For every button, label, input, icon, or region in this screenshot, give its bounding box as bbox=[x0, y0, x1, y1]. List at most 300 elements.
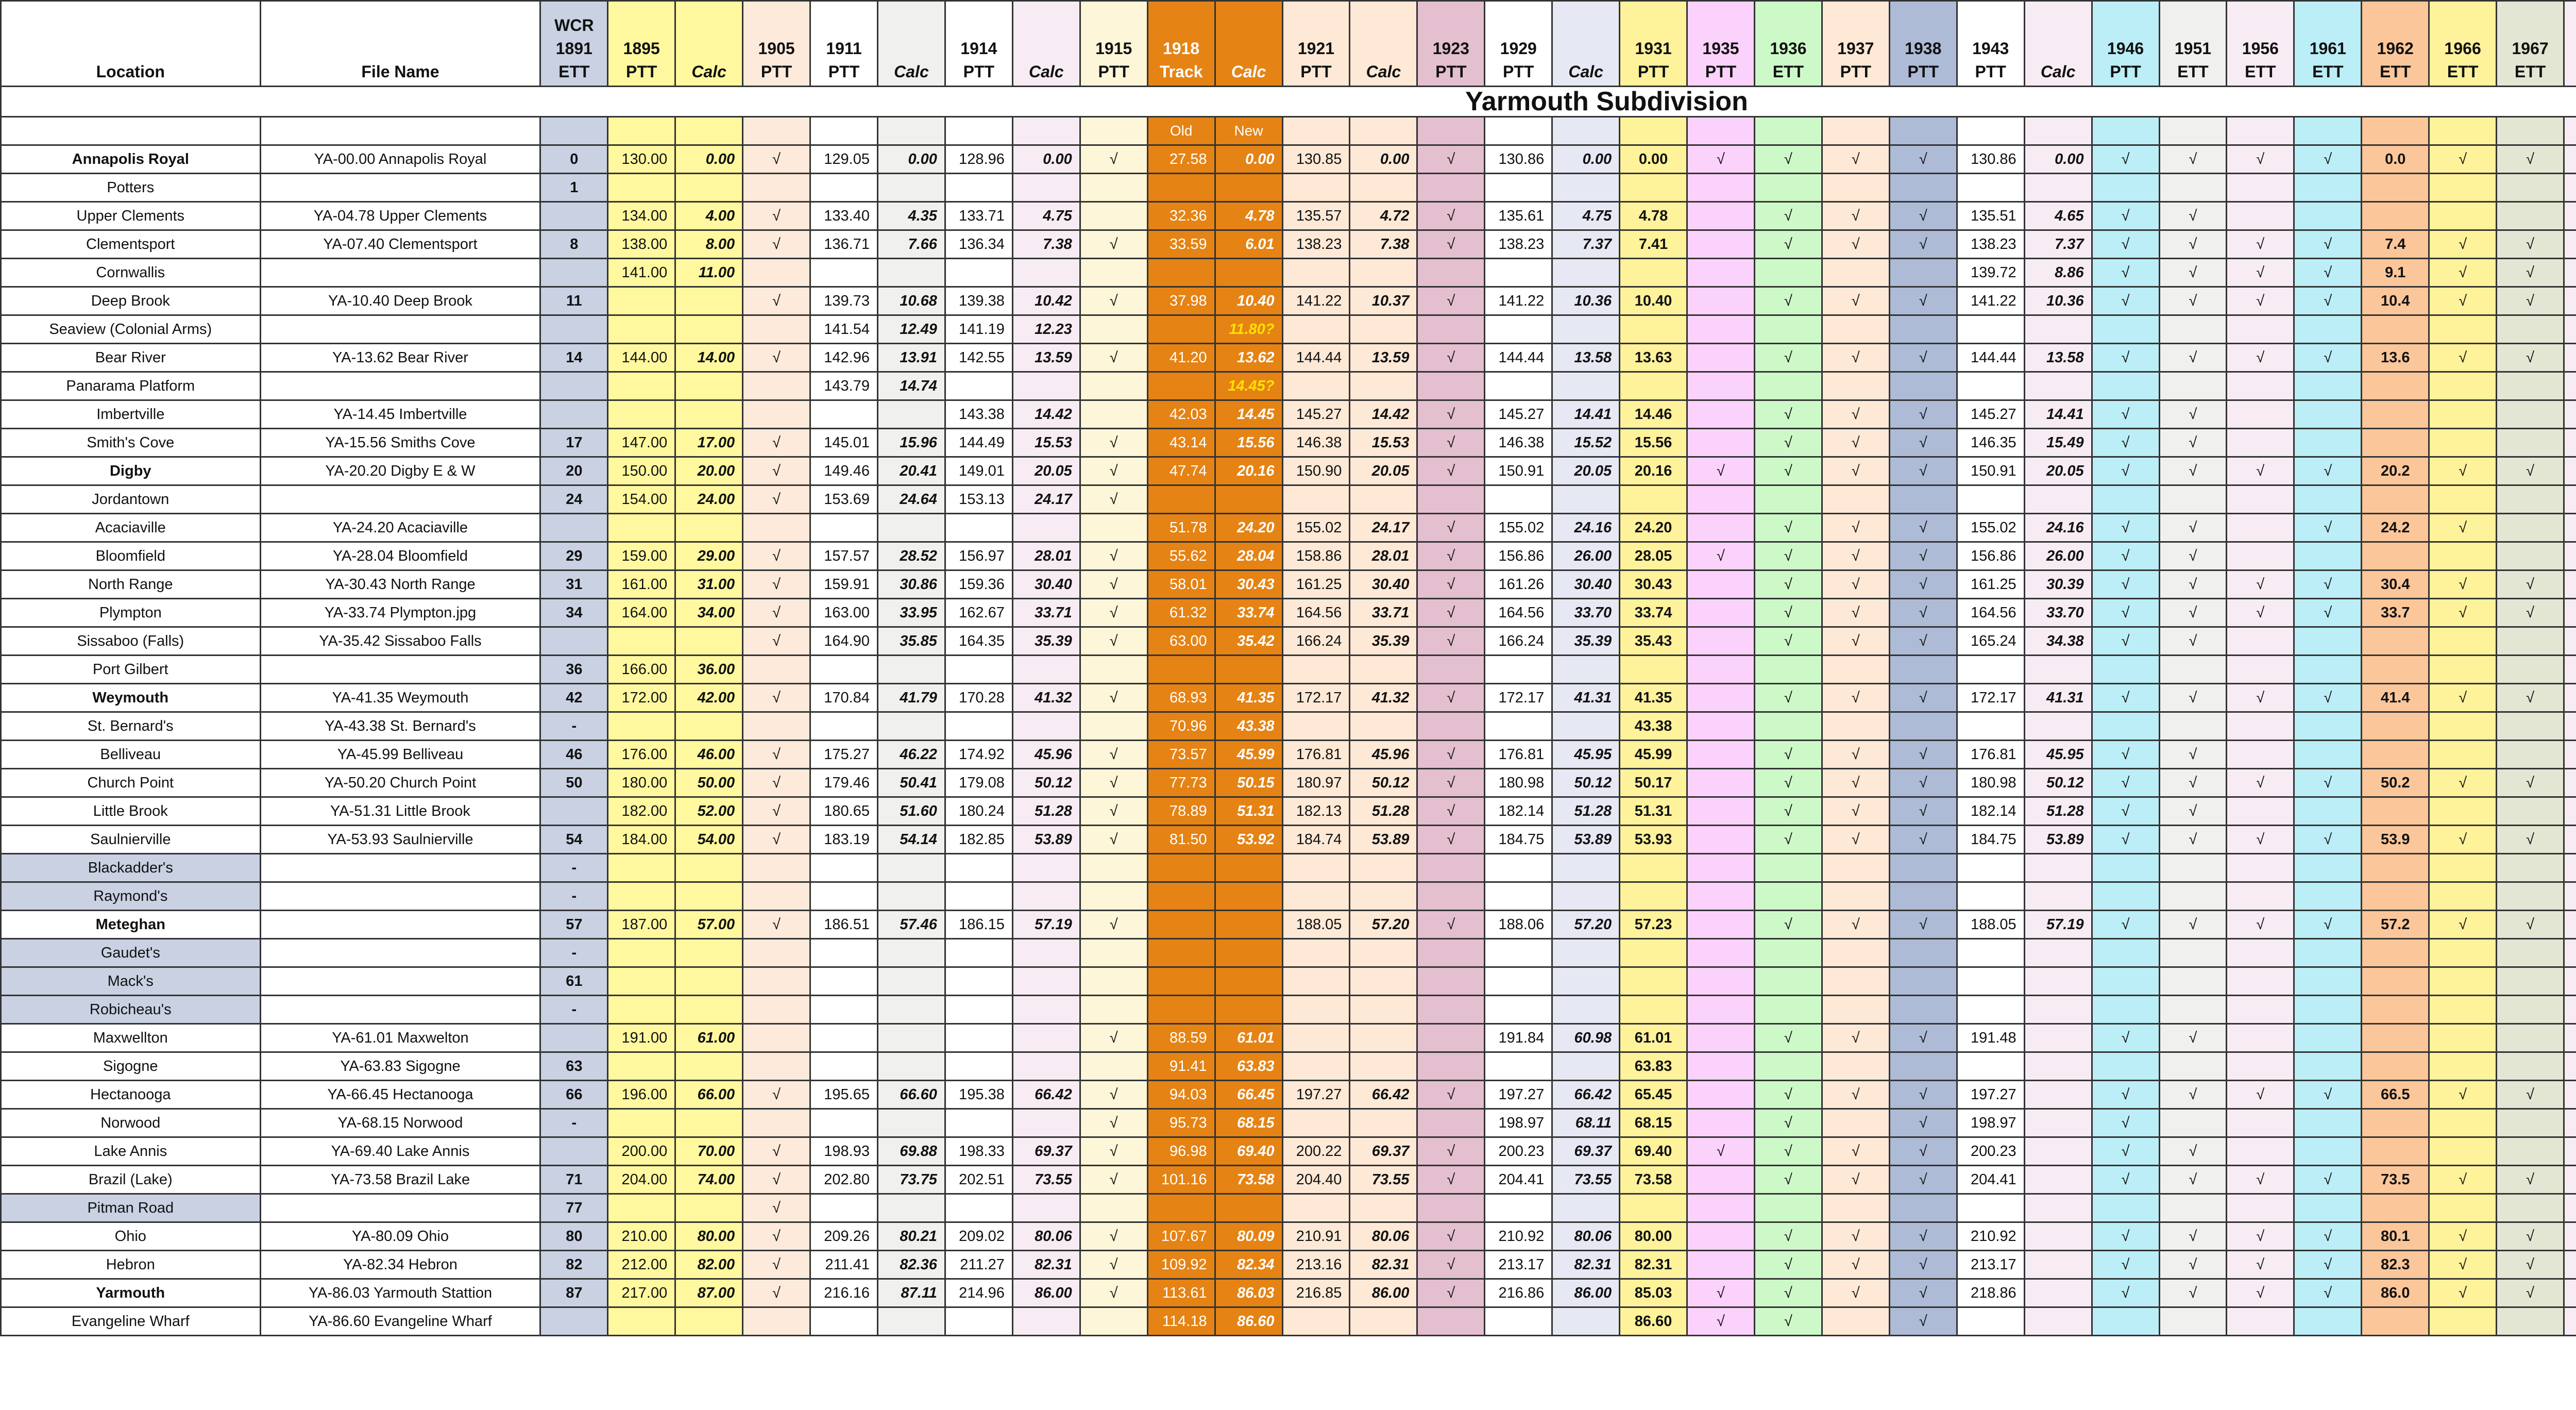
cell-c1914: 20.05 bbox=[1012, 457, 1080, 485]
cell-e1967: √ bbox=[2497, 684, 2564, 712]
cell-p1937: √ bbox=[1822, 287, 1889, 315]
cell-p1929: 216.86 bbox=[1485, 1279, 1552, 1307]
cell-p1929: 197.27 bbox=[1485, 1081, 1552, 1109]
cell-c1914 bbox=[1012, 372, 1080, 400]
table-row bbox=[1, 1109, 2576, 1137]
cell-e1962 bbox=[2362, 656, 2429, 684]
cell-c1929 bbox=[1552, 967, 1620, 996]
cell-c1921: 10.37 bbox=[1350, 287, 1417, 315]
cell-c1929 bbox=[1552, 174, 1620, 202]
cell-e1961 bbox=[2294, 627, 2362, 656]
cell-wcr bbox=[540, 1024, 608, 1052]
table-row bbox=[1, 712, 2576, 741]
file-name-cell: YA-24.20 Acaciaville bbox=[260, 514, 540, 542]
cell-p1911: 183.19 bbox=[810, 826, 878, 854]
cell-p1895: 159.00 bbox=[608, 542, 675, 570]
cell-p1929 bbox=[1485, 882, 1552, 911]
cell-p1938: √ bbox=[1889, 1279, 1957, 1307]
table-row bbox=[1, 1081, 2576, 1109]
cell-p1911 bbox=[810, 174, 878, 202]
cell-t1918: 55.62 bbox=[1147, 542, 1215, 570]
location-cell: Sigogne bbox=[1, 1052, 261, 1081]
cell-c1929: 26.00 bbox=[1552, 542, 1620, 570]
cell-c1943 bbox=[2024, 1307, 2092, 1336]
cell-wcr: 50 bbox=[540, 769, 608, 797]
cell-e1936 bbox=[1754, 854, 1822, 882]
cell-c1895 bbox=[675, 882, 743, 911]
cell-p1895 bbox=[608, 627, 675, 656]
cell-e1951 bbox=[2159, 1109, 2227, 1137]
cell-c1929 bbox=[1552, 656, 1620, 684]
cell-c1921: 24.17 bbox=[1350, 514, 1417, 542]
cell-p1905: √ bbox=[743, 599, 810, 627]
cell-e1967 bbox=[2497, 627, 2564, 656]
location-cell: Belliveau bbox=[1, 741, 261, 769]
cell-e1962: 86.0 bbox=[2362, 1279, 2429, 1307]
cell-p1937 bbox=[1822, 967, 1889, 996]
cell-c1918: 14.45? bbox=[1215, 372, 1282, 400]
cell-p1921: 180.97 bbox=[1282, 769, 1350, 797]
cell-e1936: √ bbox=[1754, 1251, 1822, 1279]
cell-p1895 bbox=[608, 1109, 675, 1137]
cell-p1929: 155.02 bbox=[1485, 514, 1552, 542]
file-name-cell: YA-00.00 Annapolis Royal bbox=[260, 145, 540, 174]
cell-wcr: - bbox=[540, 1109, 608, 1137]
cell-e1936: √ bbox=[1754, 202, 1822, 230]
cell-p1895: 172.00 bbox=[608, 684, 675, 712]
cell-c1921: 80.06 bbox=[1350, 1222, 1417, 1251]
cell-e1936 bbox=[1754, 996, 1822, 1024]
cell-e1951: √ bbox=[2159, 741, 2227, 769]
cell-e1961: √ bbox=[2294, 1279, 2362, 1307]
cell-e1956 bbox=[2227, 202, 2294, 230]
cell-p1931: 57.23 bbox=[1620, 911, 1687, 939]
cell-t1918 bbox=[1147, 485, 1215, 514]
subheader-cell bbox=[2564, 117, 2576, 145]
location-cell: Yarmouth bbox=[1, 1279, 261, 1307]
cell-e1968 bbox=[2564, 996, 2576, 1024]
cell-c1921: 35.39 bbox=[1350, 627, 1417, 656]
cell-c1921 bbox=[1350, 1052, 1417, 1081]
table-row bbox=[1, 372, 2576, 400]
cell-p1943: 130.86 bbox=[1957, 145, 2024, 174]
cell-e1966: √ bbox=[2429, 769, 2497, 797]
cell-wcr: 54 bbox=[540, 826, 608, 854]
cell-c1914 bbox=[1012, 882, 1080, 911]
cell-p1895 bbox=[608, 1194, 675, 1222]
cell-wcr bbox=[540, 514, 608, 542]
cell-c1895: 80.00 bbox=[675, 1222, 743, 1251]
cell-p1929: 138.23 bbox=[1485, 230, 1552, 259]
cell-p1915: √ bbox=[1080, 1251, 1147, 1279]
column-header-e1936: 1936 ETT bbox=[1754, 1, 1822, 87]
cell-p1915: √ bbox=[1080, 570, 1147, 599]
cell-e1967: √ bbox=[2497, 259, 2564, 287]
cell-p1938: √ bbox=[1889, 202, 1957, 230]
cell-p1905: √ bbox=[743, 826, 810, 854]
file-name-cell: YA-33.74 Plympton.jpg bbox=[260, 599, 540, 627]
cell-p1921 bbox=[1282, 315, 1350, 344]
cell-p1905 bbox=[743, 854, 810, 882]
cell-p1911: 180.65 bbox=[810, 797, 878, 826]
cell-p1895: 176.00 bbox=[608, 741, 675, 769]
cell-p1911: 141.54 bbox=[810, 315, 878, 344]
cell-c1929: 14.41 bbox=[1552, 400, 1620, 429]
cell-p1905 bbox=[743, 1109, 810, 1137]
cell-t1918: 114.18 bbox=[1147, 1307, 1215, 1336]
column-header-c1921: Calc bbox=[1350, 1, 1417, 87]
table-row bbox=[1, 145, 2576, 174]
cell-e1966 bbox=[2429, 372, 2497, 400]
column-header-p1895: 1895 PTT bbox=[608, 1, 675, 87]
cell-p1946: √ bbox=[2092, 570, 2159, 599]
cell-p1914 bbox=[945, 882, 1012, 911]
cell-p1937 bbox=[1822, 882, 1889, 911]
cell-p1914 bbox=[945, 1109, 1012, 1137]
cell-wcr: 46 bbox=[540, 741, 608, 769]
cell-e1967 bbox=[2497, 400, 2564, 429]
cell-e1966 bbox=[2429, 1307, 2497, 1336]
table-row bbox=[1, 287, 2576, 315]
cell-p1911: 157.57 bbox=[810, 542, 878, 570]
cell-c1929 bbox=[1552, 259, 1620, 287]
cell-p1915: √ bbox=[1080, 485, 1147, 514]
cell-e1968 bbox=[2564, 656, 2576, 684]
cell-e1956 bbox=[2227, 400, 2294, 429]
cell-p1921: 145.27 bbox=[1282, 400, 1350, 429]
cell-c1911: 20.41 bbox=[877, 457, 945, 485]
cell-c1943 bbox=[2024, 1194, 2092, 1222]
cell-c1921: 28.01 bbox=[1350, 542, 1417, 570]
cell-c1911: 15.96 bbox=[877, 429, 945, 457]
cell-p1931: 82.31 bbox=[1620, 1251, 1687, 1279]
cell-p1929: 141.22 bbox=[1485, 287, 1552, 315]
cell-p1938: √ bbox=[1889, 599, 1957, 627]
cell-p1915: √ bbox=[1080, 429, 1147, 457]
column-header-p1915: 1915 PTT bbox=[1080, 1, 1147, 87]
cell-c1943 bbox=[2024, 1024, 2092, 1052]
cell-e1951: √ bbox=[2159, 1251, 2227, 1279]
cell-p1915: √ bbox=[1080, 1137, 1147, 1166]
subheader-cell bbox=[1080, 117, 1147, 145]
cell-e1966: √ bbox=[2429, 287, 2497, 315]
cell-c1943 bbox=[2024, 1251, 2092, 1279]
cell-p1915: √ bbox=[1080, 826, 1147, 854]
cell-c1943: 30.39 bbox=[2024, 570, 2092, 599]
cell-p1937: √ bbox=[1822, 1166, 1889, 1194]
cell-c1914: 66.42 bbox=[1012, 1081, 1080, 1109]
cell-e1966: √ bbox=[2429, 1279, 2497, 1307]
cell-p1931: 14.46 bbox=[1620, 400, 1687, 429]
cell-e1967 bbox=[2497, 797, 2564, 826]
table-row bbox=[1, 514, 2576, 542]
cell-e1968 bbox=[2564, 797, 2576, 826]
cell-c1911: 30.86 bbox=[877, 570, 945, 599]
cell-p1911: 170.84 bbox=[810, 684, 878, 712]
cell-c1911: 35.85 bbox=[877, 627, 945, 656]
cell-p1929: 166.24 bbox=[1485, 627, 1552, 656]
location-cell: Ohio bbox=[1, 1222, 261, 1251]
cell-e1951: √ bbox=[2159, 570, 2227, 599]
cell-e1967: √ bbox=[2497, 1222, 2564, 1251]
cell-t1918 bbox=[1147, 939, 1215, 967]
cell-e1936: √ bbox=[1754, 230, 1822, 259]
cell-p1911: 142.96 bbox=[810, 344, 878, 372]
cell-t1918 bbox=[1147, 656, 1215, 684]
cell-c1918: 15.56 bbox=[1215, 429, 1282, 457]
cell-c1914 bbox=[1012, 996, 1080, 1024]
header-row bbox=[1, 1, 2576, 87]
cell-p1895: 150.00 bbox=[608, 457, 675, 485]
column-header-wcr: WCR 1891 ETT bbox=[540, 1, 608, 87]
cell-p1905 bbox=[743, 1307, 810, 1336]
cell-p1946: √ bbox=[2092, 911, 2159, 939]
cell-p1943 bbox=[1957, 372, 2024, 400]
cell-t1918: 32.36 bbox=[1147, 202, 1215, 230]
cell-c1943 bbox=[2024, 1109, 2092, 1137]
cell-c1914: 24.17 bbox=[1012, 485, 1080, 514]
cell-p1946: √ bbox=[2092, 826, 2159, 854]
cell-p1943 bbox=[1957, 854, 2024, 882]
cell-p1929: 172.17 bbox=[1485, 684, 1552, 712]
cell-p1914: 180.24 bbox=[945, 797, 1012, 826]
cell-e1967: √ bbox=[2497, 911, 2564, 939]
cell-e1967 bbox=[2497, 854, 2564, 882]
cell-c1911 bbox=[877, 1307, 945, 1336]
cell-c1921 bbox=[1350, 1307, 1417, 1336]
subheader-cell bbox=[1957, 117, 2024, 145]
cell-p1914 bbox=[945, 1052, 1012, 1081]
cell-t1918: 73.57 bbox=[1147, 741, 1215, 769]
cell-e1961: √ bbox=[2294, 457, 2362, 485]
cell-c1911 bbox=[877, 400, 945, 429]
cell-c1943: 41.31 bbox=[2024, 684, 2092, 712]
cell-e1968 bbox=[2564, 259, 2576, 287]
cell-t1918: 27.58 bbox=[1147, 145, 1215, 174]
cell-p1946 bbox=[2092, 656, 2159, 684]
cell-p1931 bbox=[1620, 967, 1687, 996]
cell-p1914: 149.01 bbox=[945, 457, 1012, 485]
cell-c1895: 54.00 bbox=[675, 826, 743, 854]
cell-e1936: √ bbox=[1754, 514, 1822, 542]
cell-e1962 bbox=[2362, 882, 2429, 911]
cell-p1905: √ bbox=[743, 1251, 810, 1279]
cell-c1895: 31.00 bbox=[675, 570, 743, 599]
cell-p1935 bbox=[1687, 429, 1755, 457]
cell-p1938: √ bbox=[1889, 1222, 1957, 1251]
file-name-cell: YA-73.58 Brazil Lake bbox=[260, 1166, 540, 1194]
cell-e1968 bbox=[2564, 400, 2576, 429]
cell-p1943: 218.86 bbox=[1957, 1279, 2024, 1307]
cell-c1921 bbox=[1350, 882, 1417, 911]
file-name-cell: YA-30.43 North Range bbox=[260, 570, 540, 599]
cell-p1923: √ bbox=[1417, 797, 1485, 826]
cell-e1951: √ bbox=[2159, 230, 2227, 259]
cell-p1915 bbox=[1080, 315, 1147, 344]
cell-p1914: 162.67 bbox=[945, 599, 1012, 627]
cell-e1956: √ bbox=[2227, 769, 2294, 797]
cell-p1946 bbox=[2092, 485, 2159, 514]
cell-e1967: √ bbox=[2497, 1279, 2564, 1307]
cell-p1895: 141.00 bbox=[608, 259, 675, 287]
cell-p1937 bbox=[1822, 485, 1889, 514]
cell-p1935 bbox=[1687, 485, 1755, 514]
cell-e1966 bbox=[2429, 429, 2497, 457]
cell-p1895 bbox=[608, 967, 675, 996]
cell-p1921: 161.25 bbox=[1282, 570, 1350, 599]
cell-p1911: 143.79 bbox=[810, 372, 878, 400]
cell-e1936: √ bbox=[1754, 1024, 1822, 1052]
cell-p1937: √ bbox=[1822, 627, 1889, 656]
cell-p1895 bbox=[608, 372, 675, 400]
cell-t1918: 58.01 bbox=[1147, 570, 1215, 599]
cell-p1915: √ bbox=[1080, 1024, 1147, 1052]
cell-p1895 bbox=[608, 514, 675, 542]
cell-e1966: √ bbox=[2429, 1251, 2497, 1279]
cell-e1966: √ bbox=[2429, 259, 2497, 287]
cell-e1967 bbox=[2497, 429, 2564, 457]
table-row bbox=[1, 400, 2576, 429]
cell-p1946: √ bbox=[2092, 202, 2159, 230]
cell-c1929: 30.40 bbox=[1552, 570, 1620, 599]
cell-e1967 bbox=[2497, 542, 2564, 570]
cell-c1943: 51.28 bbox=[2024, 797, 2092, 826]
cell-p1946 bbox=[2092, 1052, 2159, 1081]
subheader-cell bbox=[2497, 117, 2564, 145]
cell-c1943 bbox=[2024, 1052, 2092, 1081]
cell-p1915: √ bbox=[1080, 797, 1147, 826]
cell-wcr: 17 bbox=[540, 429, 608, 457]
cell-e1936: √ bbox=[1754, 684, 1822, 712]
cell-wcr bbox=[540, 627, 608, 656]
cell-p1946 bbox=[2092, 1194, 2159, 1222]
cell-e1967: √ bbox=[2497, 344, 2564, 372]
location-cell: Hebron bbox=[1, 1251, 261, 1279]
cell-p1914: 198.33 bbox=[945, 1137, 1012, 1166]
cell-wcr: 80 bbox=[540, 1222, 608, 1251]
cell-e1967: √ bbox=[2497, 230, 2564, 259]
cell-p1923: √ bbox=[1417, 741, 1485, 769]
cell-wcr bbox=[540, 202, 608, 230]
cell-c1921: 73.55 bbox=[1350, 1166, 1417, 1194]
cell-e1961: √ bbox=[2294, 514, 2362, 542]
subheader-row bbox=[1, 117, 2576, 145]
cell-e1962: 33.7 bbox=[2362, 599, 2429, 627]
cell-p1921: 172.17 bbox=[1282, 684, 1350, 712]
column-header-c1929: Calc bbox=[1552, 1, 1620, 87]
cell-p1937: √ bbox=[1822, 1024, 1889, 1052]
cell-p1935: √ bbox=[1687, 1307, 1755, 1336]
cell-e1956 bbox=[2227, 1307, 2294, 1336]
cell-c1918 bbox=[1215, 882, 1282, 911]
cell-e1968 bbox=[2564, 1307, 2576, 1336]
cell-c1895 bbox=[675, 372, 743, 400]
cell-p1931: 63.83 bbox=[1620, 1052, 1687, 1081]
cell-c1921 bbox=[1350, 967, 1417, 996]
cell-e1966 bbox=[2429, 797, 2497, 826]
cell-e1966 bbox=[2429, 656, 2497, 684]
cell-c1911: 50.41 bbox=[877, 769, 945, 797]
cell-e1962 bbox=[2362, 967, 2429, 996]
cell-wcr: 42 bbox=[540, 684, 608, 712]
table-row bbox=[1, 599, 2576, 627]
cell-p1929 bbox=[1485, 1052, 1552, 1081]
location-cell: Seaview (Colonial Arms) bbox=[1, 315, 261, 344]
cell-c1911: 54.14 bbox=[877, 826, 945, 854]
cell-p1923 bbox=[1417, 174, 1485, 202]
cell-p1905: √ bbox=[743, 1279, 810, 1307]
cell-p1911: 211.41 bbox=[810, 1251, 878, 1279]
subheader-cell bbox=[1, 117, 261, 145]
cell-e1956: √ bbox=[2227, 259, 2294, 287]
cell-c1929: 57.20 bbox=[1552, 911, 1620, 939]
cell-c1943: 50.12 bbox=[2024, 769, 2092, 797]
cell-e1966: √ bbox=[2429, 826, 2497, 854]
cell-c1914 bbox=[1012, 656, 1080, 684]
cell-p1915: √ bbox=[1080, 344, 1147, 372]
cell-p1938: √ bbox=[1889, 1137, 1957, 1166]
cell-e1967 bbox=[2497, 1307, 2564, 1336]
cell-e1951 bbox=[2159, 1307, 2227, 1336]
cell-p1929 bbox=[1485, 656, 1552, 684]
cell-c1921: 41.32 bbox=[1350, 684, 1417, 712]
cell-c1921: 15.53 bbox=[1350, 429, 1417, 457]
cell-e1961 bbox=[2294, 1052, 2362, 1081]
cell-c1918 bbox=[1215, 967, 1282, 996]
cell-e1961 bbox=[2294, 1194, 2362, 1222]
cell-c1929 bbox=[1552, 372, 1620, 400]
cell-p1931: 41.35 bbox=[1620, 684, 1687, 712]
cell-c1918: 73.58 bbox=[1215, 1166, 1282, 1194]
cell-e1956 bbox=[2227, 627, 2294, 656]
table-row bbox=[1, 1166, 2576, 1194]
cell-e1962: 82.3 bbox=[2362, 1251, 2429, 1279]
cell-p1946: √ bbox=[2092, 741, 2159, 769]
cell-c1895 bbox=[675, 712, 743, 741]
cell-p1895 bbox=[608, 1307, 675, 1336]
cell-c1895 bbox=[675, 1109, 743, 1137]
cell-e1967: √ bbox=[2497, 599, 2564, 627]
cell-c1914 bbox=[1012, 712, 1080, 741]
location-cell: Plympton bbox=[1, 599, 261, 627]
cell-c1943: 33.70 bbox=[2024, 599, 2092, 627]
cell-c1921 bbox=[1350, 1194, 1417, 1222]
cell-p1935 bbox=[1687, 656, 1755, 684]
cell-c1911 bbox=[877, 1109, 945, 1137]
cell-c1895: 17.00 bbox=[675, 429, 743, 457]
cell-p1914 bbox=[945, 259, 1012, 287]
cell-e1951 bbox=[2159, 882, 2227, 911]
cell-c1943: 0.00 bbox=[2024, 145, 2092, 174]
cell-c1929: 51.28 bbox=[1552, 797, 1620, 826]
cell-e1962 bbox=[2362, 174, 2429, 202]
cell-e1936: √ bbox=[1754, 1137, 1822, 1166]
cell-wcr bbox=[540, 315, 608, 344]
cell-p1915: √ bbox=[1080, 1279, 1147, 1307]
cell-c1895: 61.00 bbox=[675, 1024, 743, 1052]
cell-p1921: 141.22 bbox=[1282, 287, 1350, 315]
cell-p1921 bbox=[1282, 967, 1350, 996]
cell-p1935 bbox=[1687, 514, 1755, 542]
cell-e1967 bbox=[2497, 996, 2564, 1024]
cell-p1921 bbox=[1282, 996, 1350, 1024]
cell-p1931: 80.00 bbox=[1620, 1222, 1687, 1251]
cell-p1929: 213.17 bbox=[1485, 1251, 1552, 1279]
cell-p1935 bbox=[1687, 797, 1755, 826]
cell-p1931: 50.17 bbox=[1620, 769, 1687, 797]
cell-p1895: 204.00 bbox=[608, 1166, 675, 1194]
cell-e1962 bbox=[2362, 996, 2429, 1024]
